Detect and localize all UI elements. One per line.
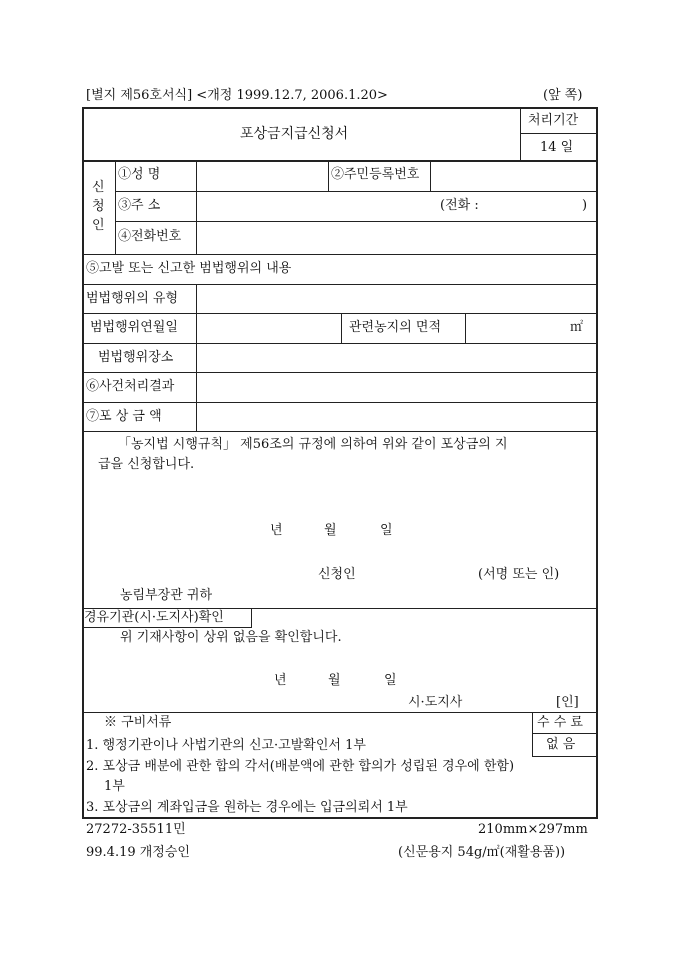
processing-label: 처리기간 [528,113,579,128]
approval-note: 99.4.19 개정승인 [86,845,190,860]
addressee: 농림부장관 귀하 [120,588,213,603]
paper-size: 210mm×297mm [478,822,588,837]
form-code: 27272-35511민 [86,822,186,837]
rule-section5 [82,254,598,255]
reward-amount-label: ⑦포 상 금 액 [86,409,162,424]
rule-applicant-2 [115,221,598,222]
form-reference: [별지 제56호서식] <개정 1999.12.7, 2006.1.20> [86,88,388,103]
document-item-2: 2. 포상금 배분에 관한 합의 각서(배분액에 관한 합의가 성립된 경우에 한함) [86,759,515,774]
applicant-group-divider [115,160,116,254]
violation-type-label: 범법행위의 유형 [86,291,179,306]
declaration-date-day: 일 [380,523,393,538]
fee-divider [532,712,533,756]
name-id-divider [328,160,329,191]
id-value-divider [430,160,431,191]
sign-or-seal-label: (서명 또는 인) [478,567,560,582]
rule-place [82,343,598,344]
applicant-label-divider [196,160,197,254]
declaration-date-month: 월 [324,523,337,538]
violation-place-label: 범법행위장소 [98,350,174,365]
rule-declaration [82,431,598,432]
processing-mid-rule [520,133,598,134]
date-area-divider [341,313,342,343]
form-title: 포상금지급신청서 [240,126,349,142]
phone-inline-close: ) [582,198,588,213]
name-label: ①성 명 [118,167,161,182]
applicant-signature-label: 신청인 [318,567,356,582]
declaration-line-1: 「농지법 시행규칙」 제56조의 규정에 의하여 위와 같이 포상금의 지 [118,437,508,452]
processing-value: 14 일 [540,140,574,155]
document-item-3: 3. 포상금의 계좌입금을 원하는 경우에는 입금의뢰서 1부 [86,800,408,815]
document-item-2-cont: 1부 [104,779,125,794]
confirmation-date-year: 년 [274,673,287,688]
confirmation-text: 위 기재사항이 상위 없음을 확인합니다. [120,630,342,645]
area-value-divider [465,313,466,343]
violation-label-divider [196,284,197,431]
document-item-1: 1. 행정기관이나 사법기관의 신고·고발확인서 1부 [86,738,366,753]
governor-seal: [인] [556,695,579,710]
page-side: (앞 쪽) [543,88,583,103]
fee-label: 수 수 료 [537,715,583,730]
confirmation-date-day: 일 [384,673,397,688]
resident-id-label: ②주민등록번호 [331,167,420,182]
address-label: ③주 소 [118,198,161,213]
fee-bottom-rule [532,756,598,757]
violation-date-label: 범법행위연월일 [90,320,178,335]
case-result-label: ⑥사건처리결과 [86,379,175,394]
paper-type: (신문용지 54g/㎡(재활용품)) [398,845,566,860]
applicant-char-1: 신 [92,180,105,195]
fee-mid-rule [532,733,598,734]
declaration-date-year: 년 [270,523,283,538]
title-rule [82,160,598,162]
rule-type [82,284,598,285]
confirmation-title: 경유기관(시·도지사)확인 [84,610,224,625]
rule-reward [82,402,598,403]
required-documents-title: ※ 구비서류 [104,715,172,730]
governor-label: 시·도지사 [408,695,463,710]
violation-section-label: ⑤고발 또는 신고한 범법행위의 내용 [86,261,292,276]
fee-value: 없 음 [546,737,576,752]
rule-date [82,313,598,314]
confirmation-date-month: 월 [328,673,341,688]
rule-result [82,372,598,373]
area-unit: ㎡ [570,320,584,335]
farmland-area-label: 관련농지의 면적 [349,320,442,335]
declaration-line-2: 급을 신청합니다. [98,457,195,472]
rule-applicant-1 [115,191,598,192]
phone-label: ④전화번호 [118,229,182,244]
applicant-char-3: 인 [92,218,105,233]
rule-documents [82,712,598,713]
applicant-char-2: 청 [92,199,105,214]
phone-inline-label: (전화 : [440,198,479,213]
